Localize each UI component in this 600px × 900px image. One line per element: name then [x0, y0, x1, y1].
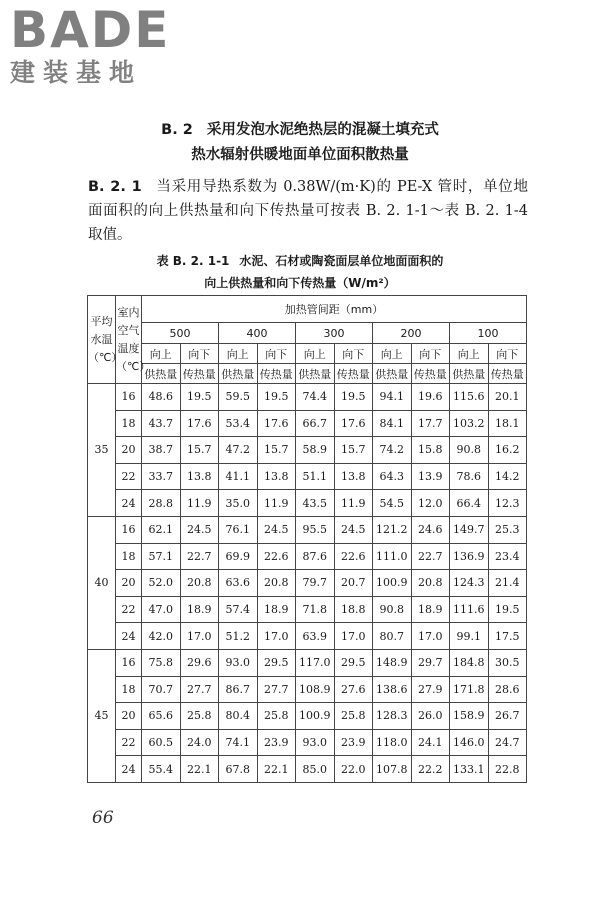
value-cell: 124.3 — [450, 570, 489, 597]
value-cell: 80.7 — [373, 623, 412, 650]
brand-logo — [10, 1, 175, 88]
value-cell: 17.6 — [180, 410, 219, 437]
section-title — [0, 118, 600, 139]
room-temp-cell: 20 — [116, 703, 142, 730]
up-heat-header-line2: 供热量 — [219, 364, 258, 384]
room-temp-cell: 18 — [116, 543, 142, 570]
water-temp-cell: 40 — [88, 516, 116, 649]
value-cell: 22.6 — [334, 543, 373, 570]
value-cell: 29.5 — [334, 649, 373, 676]
value-cell: 26.0 — [411, 703, 450, 730]
value-cell: 59.5 — [219, 384, 258, 411]
value-cell: 11.9 — [334, 490, 373, 517]
table-row — [88, 756, 527, 783]
up-heat-header-line1: 向上 — [142, 344, 181, 364]
value-cell: 42.0 — [142, 623, 181, 650]
value-cell: 22.1 — [257, 756, 296, 783]
value-cell: 21.4 — [488, 570, 527, 597]
value-cell: 17.6 — [257, 410, 296, 437]
value-cell: 118.0 — [373, 729, 412, 756]
table-caption-line2: 向上供热量和向下传热量（W/m²） — [204, 276, 396, 290]
value-cell: 22.8 — [488, 756, 527, 783]
room-temp-cell: 16 — [116, 649, 142, 676]
header-text: （℃） — [116, 359, 151, 373]
value-cell: 17.0 — [257, 623, 296, 650]
value-cell: 60.5 — [142, 729, 181, 756]
value-cell: 17.0 — [180, 623, 219, 650]
value-cell: 69.9 — [219, 543, 258, 570]
section-number: B. 2 — [161, 122, 193, 138]
value-cell: 74.4 — [296, 384, 335, 411]
value-cell: 55.4 — [142, 756, 181, 783]
value-cell: 117.0 — [296, 649, 335, 676]
up-heat-header-line1: 向上 — [450, 344, 489, 364]
value-cell: 17.5 — [488, 623, 527, 650]
up-heat-header-line1: 向上 — [373, 344, 412, 364]
value-cell: 90.8 — [450, 437, 489, 464]
value-cell: 80.4 — [219, 703, 258, 730]
value-cell: 15.7 — [180, 437, 219, 464]
value-cell: 18.1 — [488, 410, 527, 437]
table-row — [88, 516, 527, 543]
value-cell: 29.6 — [180, 649, 219, 676]
value-cell: 57.1 — [142, 543, 181, 570]
down-heat-header-line1: 向下 — [411, 344, 450, 364]
value-cell: 148.9 — [373, 649, 412, 676]
table-caption-line1: 水泥、石材或陶瓷面层单位地面面积的 — [239, 254, 444, 268]
value-cell: 17.0 — [334, 623, 373, 650]
value-cell: 23.9 — [257, 729, 296, 756]
down-heat-header-line2: 传热量 — [180, 364, 219, 384]
value-cell: 100.9 — [373, 570, 412, 597]
value-cell: 30.5 — [488, 649, 527, 676]
value-cell: 27.9 — [411, 676, 450, 703]
spacing-200: 200 — [373, 323, 450, 344]
value-cell: 19.5 — [257, 384, 296, 411]
value-cell: 11.9 — [257, 490, 296, 517]
clause-text: 当采用导热系数为 0.38W/(m·K)的 PE-X 管时，单位地面面积的向上供热量和向下传热量可按表 B. 2. 1-1～表 B. 2. 1-4 取值。 — [88, 179, 528, 243]
value-cell: 25.8 — [257, 703, 296, 730]
value-cell: 158.9 — [450, 703, 489, 730]
spacing-400: 400 — [219, 323, 296, 344]
value-cell: 19.5 — [180, 384, 219, 411]
value-cell: 22.7 — [180, 543, 219, 570]
up-heat-header-line2: 供热量 — [450, 364, 489, 384]
value-cell: 111.6 — [450, 596, 489, 623]
logo-subtitle: 建装基地 — [10, 58, 143, 87]
value-cell: 20.8 — [180, 570, 219, 597]
value-cell: 38.7 — [142, 437, 181, 464]
header-text: 平均 — [90, 314, 113, 328]
value-cell: 22.0 — [334, 756, 373, 783]
header-text: 温度 — [117, 341, 140, 355]
up-heat-header-line2: 供热量 — [373, 364, 412, 384]
down-heat-header-line2: 传热量 — [411, 364, 450, 384]
value-cell: 111.0 — [373, 543, 412, 570]
page-number: 66 — [92, 808, 114, 828]
table-row — [88, 410, 527, 437]
value-cell: 64.3 — [373, 463, 412, 490]
value-cell: 19.6 — [411, 384, 450, 411]
value-cell: 79.7 — [296, 570, 335, 597]
table-row — [88, 490, 527, 517]
room-temp-cell: 18 — [116, 410, 142, 437]
value-cell: 52.0 — [142, 570, 181, 597]
down-heat-header-line1: 向下 — [257, 344, 296, 364]
down-heat-header-line2: 传热量 — [257, 364, 296, 384]
value-cell: 87.6 — [296, 543, 335, 570]
value-cell: 133.1 — [450, 756, 489, 783]
value-cell: 47.2 — [219, 437, 258, 464]
value-cell: 43.7 — [142, 410, 181, 437]
value-cell: 12.3 — [488, 490, 527, 517]
section-title-line2: 热水辐射供暖地面单位面积散热量 — [191, 147, 409, 163]
value-cell: 12.0 — [411, 490, 450, 517]
value-cell: 41.1 — [219, 463, 258, 490]
value-cell: 19.5 — [488, 596, 527, 623]
value-cell: 48.6 — [142, 384, 181, 411]
room-temp-header — [116, 296, 151, 384]
value-cell: 121.2 — [373, 516, 412, 543]
room-temp-cell: 16 — [116, 516, 142, 543]
up-heat-header-line2: 供热量 — [296, 364, 335, 384]
value-cell: 93.0 — [219, 649, 258, 676]
value-cell: 54.5 — [373, 490, 412, 517]
value-cell: 24.5 — [257, 516, 296, 543]
down-heat-header-line2: 传热量 — [334, 364, 373, 384]
value-cell: 66.4 — [450, 490, 489, 517]
room-temp-cell: 22 — [116, 729, 142, 756]
spacing-300: 300 — [296, 323, 373, 344]
table-row — [88, 437, 527, 464]
value-cell: 20.8 — [411, 570, 450, 597]
water-temp-cell: 35 — [88, 384, 116, 517]
clause-paragraph — [88, 175, 528, 247]
value-cell: 74.1 — [219, 729, 258, 756]
value-cell: 15.7 — [257, 437, 296, 464]
value-cell: 103.2 — [450, 410, 489, 437]
value-cell: 24.1 — [411, 729, 450, 756]
value-cell: 14.2 — [488, 463, 527, 490]
up-heat-header-line2: 供热量 — [142, 364, 181, 384]
value-cell: 66.7 — [296, 410, 335, 437]
spacing-100: 100 — [450, 323, 527, 344]
value-cell: 17.0 — [411, 623, 450, 650]
value-cell: 67.8 — [219, 756, 258, 783]
value-cell: 22.1 — [180, 756, 219, 783]
value-cell: 35.0 — [219, 490, 258, 517]
value-cell: 84.1 — [373, 410, 412, 437]
table-number: 表 B. 2. 1-1 — [156, 254, 230, 268]
table-row — [88, 649, 527, 676]
down-heat-header-line1: 向下 — [180, 344, 219, 364]
value-cell: 25.8 — [180, 703, 219, 730]
value-cell: 75.8 — [142, 649, 181, 676]
value-cell: 85.0 — [296, 756, 335, 783]
value-cell: 29.5 — [257, 649, 296, 676]
value-cell: 24.0 — [180, 729, 219, 756]
value-cell: 28.6 — [488, 676, 527, 703]
table-row — [88, 384, 527, 411]
value-cell: 115.6 — [450, 384, 489, 411]
value-cell: 18.9 — [180, 596, 219, 623]
heat-output-table — [87, 295, 527, 783]
table-row — [88, 570, 527, 597]
value-cell: 63.9 — [296, 623, 335, 650]
value-cell: 58.9 — [296, 437, 335, 464]
value-cell: 24.6 — [411, 516, 450, 543]
table-row — [88, 676, 527, 703]
value-cell: 19.5 — [334, 384, 373, 411]
value-cell: 71.8 — [296, 596, 335, 623]
value-cell: 94.1 — [373, 384, 412, 411]
table-row — [88, 703, 527, 730]
value-cell: 11.9 — [180, 490, 219, 517]
value-cell: 27.6 — [334, 676, 373, 703]
value-cell: 63.6 — [219, 570, 258, 597]
value-cell: 90.8 — [373, 596, 412, 623]
value-cell: 76.1 — [219, 516, 258, 543]
down-heat-header-line1: 向下 — [488, 344, 527, 364]
value-cell: 74.2 — [373, 437, 412, 464]
value-cell: 29.7 — [411, 649, 450, 676]
value-cell: 26.7 — [488, 703, 527, 730]
value-cell: 70.7 — [142, 676, 181, 703]
value-cell: 25.3 — [488, 516, 527, 543]
header-text: 水温 — [90, 332, 113, 346]
value-cell: 47.0 — [142, 596, 181, 623]
value-cell: 51.1 — [296, 463, 335, 490]
value-cell: 149.7 — [450, 516, 489, 543]
value-cell: 93.0 — [296, 729, 335, 756]
table-caption — [0, 252, 600, 269]
header-text: 室内 — [117, 305, 140, 319]
water-temp-cell: 45 — [88, 649, 116, 782]
room-temp-cell: 18 — [116, 676, 142, 703]
value-cell: 100.9 — [296, 703, 335, 730]
pipe-spacing-header: 加热管间距（mm） — [142, 296, 527, 323]
value-cell: 23.4 — [488, 543, 527, 570]
water-temp-header — [88, 296, 123, 384]
down-heat-header-line2: 传热量 — [488, 364, 527, 384]
value-cell: 24.5 — [334, 516, 373, 543]
value-cell: 15.8 — [411, 437, 450, 464]
value-cell: 128.3 — [373, 703, 412, 730]
value-cell: 78.6 — [450, 463, 489, 490]
room-temp-cell: 24 — [116, 490, 142, 517]
room-temp-cell: 16 — [116, 384, 142, 411]
spacing-500: 500 — [142, 323, 219, 344]
value-cell: 22.2 — [411, 756, 450, 783]
value-cell: 28.8 — [142, 490, 181, 517]
logo-wordmark: BADE — [10, 1, 171, 59]
value-cell: 16.2 — [488, 437, 527, 464]
value-cell: 99.1 — [450, 623, 489, 650]
value-cell: 20.1 — [488, 384, 527, 411]
value-cell: 136.9 — [450, 543, 489, 570]
down-heat-header-line1: 向下 — [334, 344, 373, 364]
value-cell: 17.6 — [334, 410, 373, 437]
value-cell: 57.4 — [219, 596, 258, 623]
table-row — [88, 463, 527, 490]
value-cell: 25.8 — [334, 703, 373, 730]
up-heat-header-line1: 向上 — [296, 344, 335, 364]
room-temp-cell: 22 — [116, 596, 142, 623]
value-cell: 13.8 — [334, 463, 373, 490]
value-cell: 18.9 — [257, 596, 296, 623]
room-temp-cell: 24 — [116, 623, 142, 650]
value-cell: 22.7 — [411, 543, 450, 570]
value-cell: 17.7 — [411, 410, 450, 437]
value-cell: 22.6 — [257, 543, 296, 570]
table-row — [88, 623, 527, 650]
value-cell: 13.9 — [411, 463, 450, 490]
header-text: 空气 — [117, 323, 140, 337]
value-cell: 18.9 — [411, 596, 450, 623]
value-cell: 20.7 — [334, 570, 373, 597]
value-cell: 18.8 — [334, 596, 373, 623]
value-cell: 53.4 — [219, 410, 258, 437]
table-row — [88, 543, 527, 570]
room-temp-cell: 20 — [116, 570, 142, 597]
value-cell: 13.8 — [257, 463, 296, 490]
room-temp-cell: 24 — [116, 756, 142, 783]
header-text: （℃） — [88, 350, 123, 364]
value-cell: 20.8 — [257, 570, 296, 597]
value-cell: 24.7 — [488, 729, 527, 756]
value-cell: 184.8 — [450, 649, 489, 676]
section-title-line1: 采用发泡水泥绝热层的混凝土填充式 — [206, 122, 439, 138]
value-cell: 15.7 — [334, 437, 373, 464]
value-cell: 24.5 — [180, 516, 219, 543]
up-heat-header-line1: 向上 — [219, 344, 258, 364]
value-cell: 146.0 — [450, 729, 489, 756]
value-cell: 95.5 — [296, 516, 335, 543]
value-cell: 33.7 — [142, 463, 181, 490]
value-cell: 86.7 — [219, 676, 258, 703]
value-cell: 43.5 — [296, 490, 335, 517]
table-row — [88, 596, 527, 623]
value-cell: 138.6 — [373, 676, 412, 703]
room-temp-cell: 20 — [116, 437, 142, 464]
value-cell: 107.8 — [373, 756, 412, 783]
value-cell: 27.7 — [257, 676, 296, 703]
value-cell: 108.9 — [296, 676, 335, 703]
value-cell: 27.7 — [180, 676, 219, 703]
value-cell: 13.8 — [180, 463, 219, 490]
clause-number: B. 2. 1 — [88, 179, 142, 195]
value-cell: 171.8 — [450, 676, 489, 703]
value-cell: 65.6 — [142, 703, 181, 730]
room-temp-cell: 22 — [116, 463, 142, 490]
table-row — [88, 729, 527, 756]
value-cell: 62.1 — [142, 516, 181, 543]
value-cell: 23.9 — [334, 729, 373, 756]
value-cell: 51.2 — [219, 623, 258, 650]
